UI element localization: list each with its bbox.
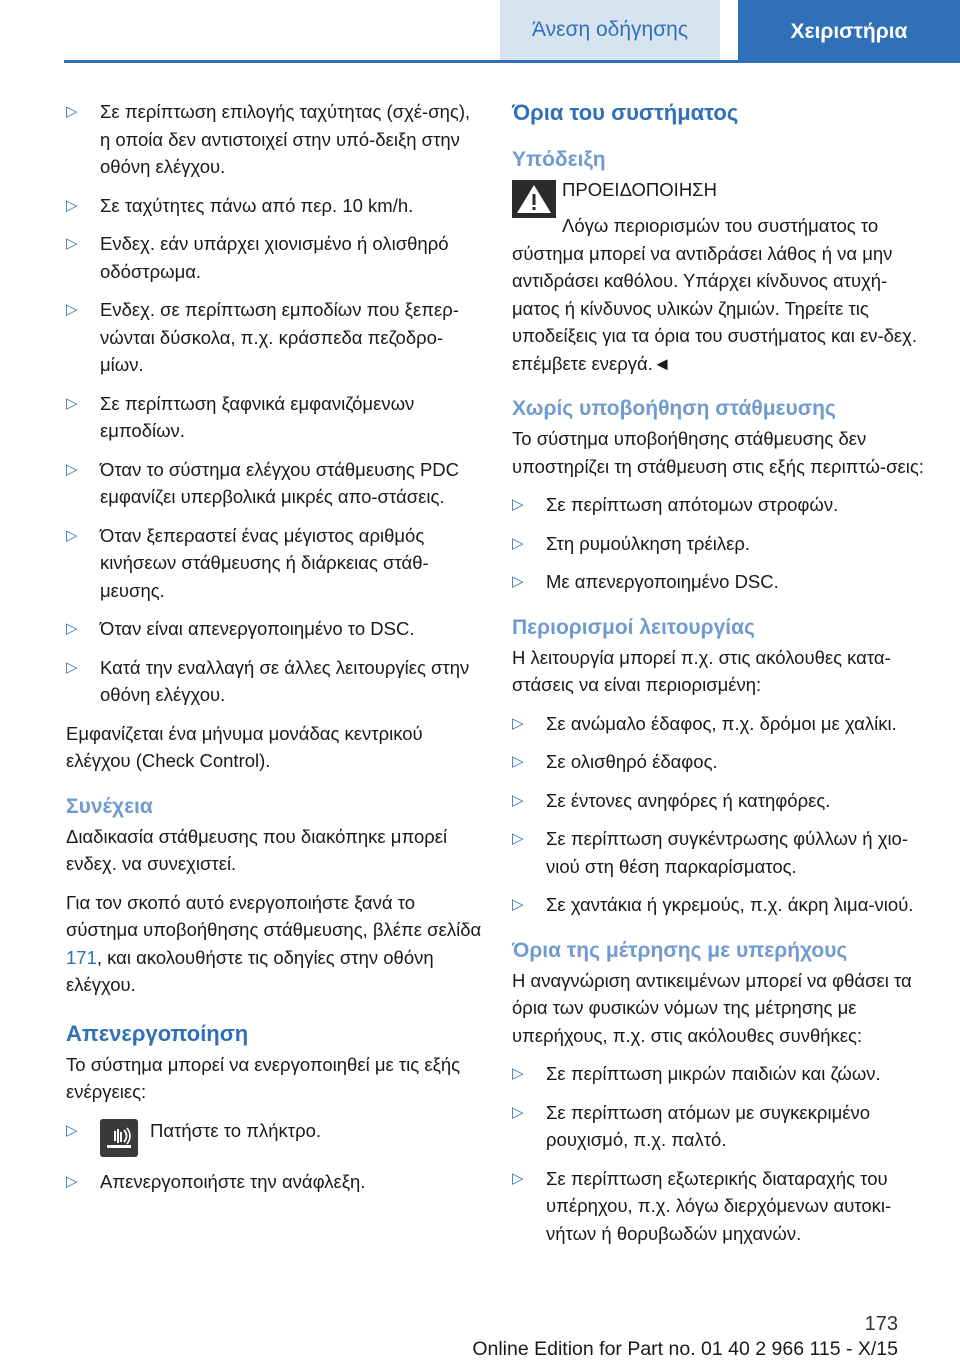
bullet-triangle-icon: ▷ xyxy=(512,1103,524,1121)
list-item xyxy=(66,296,484,379)
list-item-text: Σε περίπτωση ατόμων με συγκεκριμένο ρουχισμό, π.χ. παλτό. xyxy=(546,1101,871,1150)
deactivation-text: Το σύστημα μπορεί να ενεργοποιηθεί με τις εξής ενέργειες: xyxy=(66,1053,461,1102)
function-limits-text: Η λειτουργία μπορεί π.χ. στις ακόλουθες κατα-στάσεις να είναι περιορισμένη: xyxy=(512,646,891,695)
list-item-text: Σε ολισθηρό έδαφος. xyxy=(546,751,718,772)
list-item xyxy=(512,491,926,519)
list-item-text: Με απενεργοποιημένο DSC. xyxy=(546,571,779,592)
deactivation-list xyxy=(66,1117,484,1196)
list-item xyxy=(512,530,926,558)
bullet-triangle-icon: ▷ xyxy=(66,620,78,637)
ignition-off-text: Απενεργοποιήστε την ανάφλεξη. xyxy=(100,1170,366,1192)
bullet-triangle-icon: ▷ xyxy=(512,714,524,732)
no-assist-list xyxy=(512,491,926,596)
list-item-text: Όταν το σύστημα ελέγχου στάθμευσης PDC εμφανίζει υπερβολικά μικρές απο-στάσεις. xyxy=(100,458,460,507)
heading-ultrasonic-limits: Όρια της μέτρησης με υπερήχους xyxy=(512,938,848,962)
continue-instructions-b: , και ακολουθήστε τις οδηγίες στην οθόνη ελέγχου. xyxy=(66,946,434,995)
list-item-text: Σε περίπτωση συγκέντρωσης φύλλων ή χιο-νιού στη θέση παρκαρίσματος. xyxy=(546,828,909,877)
header-rule xyxy=(64,60,960,63)
list-item-text: Ενδεχ. σε περίπτωση εμποδίων που ξεπερ-νώνται δύσκολα, π.χ. κράσπεδα πεζοδρο-μίων. xyxy=(100,299,459,375)
list-item xyxy=(512,891,926,919)
list-item xyxy=(66,390,484,445)
list-item xyxy=(66,98,484,181)
list-item xyxy=(66,1117,484,1157)
check-control-text: Εμφανίζεται ένα μήνυμα μονάδας κεντρικού ελέγχου (Check Control). xyxy=(66,722,423,771)
bullet-triangle-icon: ▷ xyxy=(512,753,524,770)
press-button-text: Πατήστε το πλήκτρο. xyxy=(150,1119,322,1141)
list-item xyxy=(66,1168,484,1196)
list-item-text: Σε περίπτωση μικρών παιδιών και ζώων. xyxy=(546,1063,881,1084)
continue-text: Διαδικασία στάθμευσης που διακόπηκε μπορεί ενδεχ. να συνεχιστεί. xyxy=(66,825,448,874)
list-item-text: Όταν ξεπεραστεί ένας μέγιστος αριθμός κινήσεων στάθμευσης ή διάρκειας στάθ-μευσης. xyxy=(100,524,429,601)
list-item xyxy=(512,1165,926,1248)
limits-list xyxy=(66,98,484,709)
list-item xyxy=(512,1099,926,1154)
bullet-triangle-icon: ▷ xyxy=(512,1169,524,1187)
page-header xyxy=(0,0,960,64)
bullet-triangle-icon: ▷ xyxy=(66,103,78,120)
park-assist-button-icon xyxy=(100,1119,138,1157)
page-footer xyxy=(0,1310,960,1362)
list-item xyxy=(66,230,484,285)
bullet-triangle-icon: ▷ xyxy=(512,573,524,590)
list-item-text: Ενδεχ. εάν υπάρχει χιονισμένο ή ολισθηρό οδόστρωμα. xyxy=(100,233,449,282)
list-item xyxy=(66,522,484,605)
bullet-triangle-icon: ▷ xyxy=(512,830,524,847)
bullet-triangle-icon: ▷ xyxy=(512,791,524,809)
list-item xyxy=(512,787,926,815)
heading-system-limits: Όρια του συστήματος xyxy=(512,100,739,125)
bullet-triangle-icon: ▷ xyxy=(66,394,78,412)
page-number: 173 xyxy=(864,1313,898,1335)
warning-box xyxy=(512,176,926,236)
bullet-triangle-icon: ▷ xyxy=(66,301,78,318)
list-item xyxy=(512,568,926,596)
warning-text: Λόγω περιορισμών του συστήματος το σύστημα μπορεί να αντιδράσει λάθος ή να μην αντιδράσει καθόλου. Υπάρχει κίνδυνος ατυχή-ματος ή κίνδυνος υλικών ζημιών. Τηρείτε τις υποδείξεις για τα όρια του συστήματος και εν-δεχ. επέμβετε ενεργά.◄ xyxy=(512,215,918,374)
bullet-triangle-icon: ▷ xyxy=(66,658,78,676)
bullet-triangle-icon: ▷ xyxy=(512,1065,524,1082)
list-item-text: Σε περίπτωση απότομων στροφών. xyxy=(546,494,839,515)
bullet-triangle-icon: ▷ xyxy=(66,460,78,478)
edition-note: Online Edition for Part no. 01 40 2 966 115 - X/15 xyxy=(472,1338,898,1360)
function-limits-list xyxy=(512,710,926,919)
bullet-triangle-icon: ▷ xyxy=(512,534,524,552)
list-item-text: Κατά την εναλλαγή σε άλλες λειτουργίες στην οθόνη ελέγχου. xyxy=(100,656,470,705)
bullet-triangle-icon: ▷ xyxy=(512,896,524,913)
page-link-171[interactable]: 171 xyxy=(66,946,97,968)
bullet-triangle-icon: ▷ xyxy=(66,526,78,544)
continue-instructions-a: Για τον σκοπό αυτό ενεργοποιήστε ξανά το σύστημα υποβοήθησης στάθμευσης, βλέπε σελίδα xyxy=(66,891,482,940)
list-item xyxy=(66,654,484,709)
list-item-text: Στη ρυμούλκηση τρέιλερ. xyxy=(546,532,750,554)
heading-continue: Συνέχεια xyxy=(66,794,153,818)
list-item-text: Σε χαντάκια ή γκρεμούς, π.χ. άκρη λιμα-νιού. xyxy=(546,894,914,915)
left-column xyxy=(66,98,484,1206)
list-item-text: Σε ανώμαλο έδαφος, π.χ. δρόμοι με χαλίκι. xyxy=(546,712,897,734)
ultrasonic-list xyxy=(512,1060,926,1247)
bullet-triangle-icon: ▷ xyxy=(66,196,78,214)
list-item xyxy=(512,1060,926,1088)
continue-instructions xyxy=(66,889,484,999)
no-assist-text: Το σύστημα υποβοήθησης στάθμευσης δεν υποστηρίζει τη στάθμευση στις εξής περιπτώ-σεις: xyxy=(512,428,924,477)
list-item xyxy=(66,615,484,643)
heading-no-assist: Χωρίς υποβοήθηση στάθμευσης xyxy=(512,397,836,420)
warning-title: ΠΡΟΕΙΔΟΠΟΙΗΣΗ xyxy=(562,179,717,200)
list-item xyxy=(512,710,926,738)
warning-triangle-icon xyxy=(512,180,556,218)
bullet-triangle-icon: ▷ xyxy=(66,1172,78,1190)
heading-note: Υπόδειξη xyxy=(512,148,606,171)
header-tab-controls[interactable]: Χειριστήρια xyxy=(738,0,960,63)
list-item-text: Σε έντονες ανηφόρες ή κατηφόρες. xyxy=(546,789,831,811)
list-item xyxy=(66,456,484,511)
heading-deactivation: Απενεργοποίηση xyxy=(66,1020,249,1046)
bullet-triangle-icon: ▷ xyxy=(66,235,78,252)
list-item xyxy=(512,825,926,880)
list-item xyxy=(512,748,926,776)
list-item-text: Σε περίπτωση επιλογής ταχύτητας (σχέ-σης), η οποία δεν αντιστοιχεί στην υπό-δειξη στην οθόνη ελέγχου. xyxy=(100,101,471,177)
header-tab-driving-comfort[interactable]: Άνεση οδήγησης xyxy=(500,0,720,60)
bullet-triangle-icon: ▷ xyxy=(512,496,524,513)
list-item-text: Σε ταχύτητες πάνω από περ. 10 km/h. xyxy=(100,194,414,216)
list-item-text: Σε περίπτωση ξαφνικά εμφανιζόμενων εμποδίων. xyxy=(100,392,415,441)
list-item-text: Όταν είναι απενεργοποιημένο το DSC. xyxy=(100,618,415,639)
ultrasonic-text: Η αναγνώριση αντικειμένων μπορεί να φθάσει τα όρια των φυσικών νόμων της μέτρησης με υπερήχους, π.χ. στις ακόλουθες συνθήκες: xyxy=(512,969,912,1046)
bullet-triangle-icon: ▷ xyxy=(66,1121,78,1139)
list-item xyxy=(66,192,484,220)
right-column xyxy=(512,98,926,1258)
list-item-text: Σε περίπτωση εξωτερικής διαταραχής του υπέρηχου, π.χ. λόγω διερχόμενων αυτοκι-νήτων ή θορυβωδών μηχανών. xyxy=(546,1167,892,1244)
heading-function-limits: Περιορισμοί λειτουργίας xyxy=(512,615,755,639)
